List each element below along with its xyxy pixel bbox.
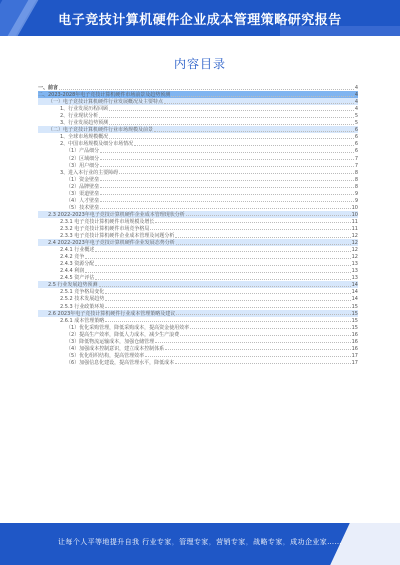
toc-entry-page: 4 xyxy=(354,92,358,99)
toc-leader-dots xyxy=(165,349,350,350)
toc-entry[interactable] xyxy=(38,140,358,147)
toc-entry[interactable] xyxy=(38,126,358,133)
toc-entry[interactable] xyxy=(38,133,358,140)
toc-leader-dots xyxy=(154,131,354,132)
toc-entry-label: （2）提高生产效率，降低人力成本，减少生产浪费 xyxy=(66,331,180,338)
toc-entry-page: 4 xyxy=(354,85,358,92)
toc-heading: 内容目录 xyxy=(173,57,226,71)
toc-entry-page: 8 xyxy=(354,169,358,176)
toc-entry[interactable] xyxy=(38,239,358,246)
toc-entry-page: 15 xyxy=(351,317,358,324)
toc-entry[interactable] xyxy=(38,310,358,317)
toc-entry[interactable] xyxy=(38,119,358,126)
toc-entry-label: （3）降低物流运输成本，加强仓储管理 xyxy=(66,338,155,345)
footer-separator: ， xyxy=(245,538,254,546)
toc-entry[interactable] xyxy=(38,176,358,183)
toc-entry-page: 13 xyxy=(351,261,358,268)
toc-entry-page: 4 xyxy=(354,106,358,113)
toc-entry-page: 14 xyxy=(351,296,358,303)
table-of-contents xyxy=(38,84,358,366)
toc-entry[interactable] xyxy=(38,302,358,309)
toc-entry[interactable] xyxy=(38,84,358,91)
footer-item: 行业专家 xyxy=(142,538,172,546)
toc-entry-page: 7 xyxy=(354,155,358,162)
toc-leader-dots xyxy=(105,321,350,322)
toc-entry-page: 7 xyxy=(354,162,358,169)
toc-entry-page: 13 xyxy=(351,268,358,275)
toc-entry-label: （5）优化组织结构，提高管理效率 xyxy=(66,352,145,359)
toc-leader-dots xyxy=(100,194,354,195)
toc-entry[interactable] xyxy=(38,162,358,169)
toc-entry-label: （3）用户细分 xyxy=(66,162,100,169)
toc-leader-dots xyxy=(176,244,351,245)
toc-entry-page: 16 xyxy=(351,338,358,345)
toc-entry-label: （3）渠道壁垒 xyxy=(66,190,100,197)
toc-entry-page: 8 xyxy=(354,183,358,190)
toc-entry[interactable] xyxy=(38,225,358,232)
toc-entry-page: 15 xyxy=(351,303,358,310)
toc-entry[interactable] xyxy=(38,232,358,239)
toc-entry[interactable] xyxy=(38,359,358,366)
toc-entry-page: 15 xyxy=(351,310,358,317)
toc-entry-label: 一、前言 xyxy=(38,85,59,92)
toc-leader-dots xyxy=(100,159,354,160)
toc-leader-dots xyxy=(95,251,350,252)
toc-entry-label: 2.6 2023年电子竞技计算机硬件行业成本管理策略及建议 xyxy=(48,310,176,317)
footer-item: 管理专家 xyxy=(179,538,209,546)
toc-entry-label: 2.4 2022-2023年电子竞技计算机硬件企业发展态势分析 xyxy=(48,240,175,247)
toc-entry-page: 9 xyxy=(354,197,358,204)
toc-entry-page: 12 xyxy=(351,240,358,247)
toc-entry[interactable] xyxy=(38,246,358,253)
toc-entry-label: 2.5 行业发展趋势预测 xyxy=(48,282,98,289)
toc-entry[interactable] xyxy=(38,112,358,119)
toc-leader-dots xyxy=(105,293,350,294)
toc-leader-dots xyxy=(100,180,354,181)
toc-entry-page: 16 xyxy=(351,345,358,352)
toc-entry-page: 10 xyxy=(351,211,358,218)
toc-entry-page: 12 xyxy=(351,247,358,254)
toc-leader-dots xyxy=(105,300,350,301)
toc-leader-dots xyxy=(100,187,354,188)
toc-entry-label: （4）人才壁垒 xyxy=(66,197,100,204)
toc-entry-label: 2.4.2 竞争 xyxy=(60,254,85,261)
toc-entry-label: 2.3.3 电子竞技计算机硬件企业成本管理及问题分析 xyxy=(60,233,175,240)
toc-entry[interactable] xyxy=(38,295,358,302)
toc-entry-label: （6）加强信息化建设，提高管理水平，降低成本 xyxy=(66,359,175,366)
toc-entry[interactable] xyxy=(38,105,358,112)
toc-entry-page: 8 xyxy=(354,176,358,183)
toc-entry-label: 2、行业现状分析 xyxy=(60,113,99,120)
toc-entry-page: 16 xyxy=(351,331,358,338)
footer-separator: ， xyxy=(171,538,180,546)
toc-entry-page: 5 xyxy=(354,120,358,127)
footer-item: 战略专家 xyxy=(253,538,283,546)
toc-entry-label: 2.4.5 资产评估 xyxy=(60,275,95,282)
toc-entry-page: 17 xyxy=(351,359,358,366)
toc-entry-label: 2.3.1 电子竞技计算机硬件市场规模及增长 xyxy=(60,218,155,225)
toc-entry[interactable] xyxy=(38,345,358,352)
toc-leader-dots xyxy=(145,356,350,357)
toc-entry[interactable] xyxy=(38,190,358,197)
toc-entry-label: （1）优化采购管理，降低采购成本，提高资金使用效率 xyxy=(66,324,190,331)
toc-leader-dots xyxy=(175,237,350,238)
toc-entry-page: 6 xyxy=(354,148,358,155)
toc-entry-page: 6 xyxy=(354,141,358,148)
toc-leader-dots xyxy=(175,363,350,364)
toc-entry-page: 12 xyxy=(351,233,358,240)
toc-entry[interactable] xyxy=(38,352,358,359)
footer-slogan xyxy=(0,537,400,547)
toc-entry[interactable] xyxy=(38,338,358,345)
toc-entry-page: 12 xyxy=(351,254,358,261)
toc-leader-dots xyxy=(105,307,350,308)
toc-entry[interactable] xyxy=(38,211,358,218)
footer-item: 营销专家 xyxy=(216,538,246,546)
toc-entry[interactable] xyxy=(38,147,358,154)
toc-entry-label: 二、2023-2028年电子竞技计算机硬件市场前景及趋势预测 xyxy=(38,92,171,99)
toc-leader-dots xyxy=(164,103,354,104)
toc-leader-dots xyxy=(176,314,350,315)
toc-entry-label: 2.5.3 行业政策环境 xyxy=(60,303,105,310)
toc-entry-label: （2）品牌壁垒 xyxy=(66,183,100,190)
toc-leader-dots xyxy=(190,328,350,329)
footer-separator: ， xyxy=(208,538,217,546)
toc-entry[interactable] xyxy=(38,260,358,267)
toc-leader-dots xyxy=(100,152,354,153)
toc-entry-label: 1、行业发展历程回顾 xyxy=(60,106,109,113)
toc-leader-dots xyxy=(180,335,350,336)
toc-entry[interactable] xyxy=(38,183,358,190)
toc-entry-label: 2.4.4 利润 xyxy=(60,268,85,275)
toc-entry-page: 17 xyxy=(351,352,358,359)
toc-entry-page: 10 xyxy=(351,204,358,211)
toc-leader-dots xyxy=(85,272,350,273)
toc-leader-dots xyxy=(109,110,354,111)
toc-leader-dots xyxy=(155,222,350,223)
toc-entry-label: 2.3 2022-2023年电子竞技计算机硬件企业成本管理现状分析 xyxy=(48,211,185,218)
toc-leader-dots xyxy=(119,173,354,174)
toc-entry-label: （1）资金壁垒 xyxy=(66,176,100,183)
toc-leader-dots xyxy=(95,279,350,280)
toc-leader-dots xyxy=(109,124,354,125)
toc-leader-dots xyxy=(100,201,354,202)
toc-entry-page: 15 xyxy=(351,324,358,331)
toc-entry-page: 4 xyxy=(354,99,358,106)
toc-entry-label: 3、行业发展趋势预测 xyxy=(60,120,109,127)
toc-entry[interactable] xyxy=(38,274,358,281)
footer-separator: ， xyxy=(282,538,291,546)
toc-entry-label: 2.4.1 行业概述 xyxy=(60,247,95,254)
toc-entry-page: 9 xyxy=(354,190,358,197)
toc-leader-dots xyxy=(134,145,354,146)
toc-entry-label: 2.3.2 电子竞技计算机硬件市场竞争格局 xyxy=(60,225,150,232)
toc-entry-label: （4）加强成本控制意识，建立成本控制体系 xyxy=(66,345,165,352)
toc-entry[interactable] xyxy=(38,281,358,288)
toc-leader-dots xyxy=(100,208,350,209)
toc-entry-label: （5）技术壁垒 xyxy=(66,204,100,211)
toc-leader-dots xyxy=(171,96,354,97)
toc-entry-page: 5 xyxy=(354,113,358,120)
toc-entry[interactable] xyxy=(38,197,358,204)
toc-entry[interactable] xyxy=(38,253,358,260)
toc-entry-page: 14 xyxy=(351,282,358,289)
toc-leader-dots xyxy=(59,89,354,90)
toc-entry-label: （2）区域细分 xyxy=(66,155,100,162)
toc-entry-label: 2.5.1 竞争格局变化 xyxy=(60,289,105,296)
report-title: 电子竞技计算机硬件企业成本管理策略研究报告 xyxy=(58,13,342,28)
toc-entry[interactable] xyxy=(38,218,358,225)
report-header xyxy=(0,0,400,36)
toc-leader-dots xyxy=(99,286,351,287)
toc-entry-label: （二）电子竞技计算机硬件行业市场规模及前景 xyxy=(48,127,154,134)
toc-entry-label: 2.5.2 技术发展趋势 xyxy=(60,296,105,303)
toc-entry[interactable] xyxy=(38,98,358,105)
toc-entry-page: 11 xyxy=(351,225,358,232)
toc-entry-page: 13 xyxy=(351,275,358,282)
toc-leader-dots xyxy=(150,229,350,230)
toc-leader-dots xyxy=(109,138,354,139)
toc-entry-label: 2、中国市场规模及细分市场情况 xyxy=(60,141,134,148)
toc-leader-dots xyxy=(85,258,350,259)
toc-entry[interactable] xyxy=(38,154,358,161)
footer-item: 成功企业家…… xyxy=(290,538,342,546)
toc-entry-page: 14 xyxy=(351,289,358,296)
toc-entry-label: （一）电子竞技计算机硬件行业发展概况及主要特点 xyxy=(48,99,164,106)
toc-leader-dots xyxy=(99,117,354,118)
toc-entry[interactable] xyxy=(38,324,358,331)
footer-item: 让每个人平等地提升自我 xyxy=(58,538,140,546)
toc-entry-label: 2.4.3 资源分配 xyxy=(60,261,95,268)
toc-leader-dots xyxy=(95,265,350,266)
toc-entry[interactable] xyxy=(38,331,358,338)
toc-entry-label: （1）产品细分 xyxy=(66,148,100,155)
toc-entry-label: 2.6.1 成本管理策略 xyxy=(60,317,105,324)
toc-entry[interactable] xyxy=(38,204,358,211)
toc-entry-label: 3、进入本行业的主要障碍 xyxy=(60,169,119,176)
toc-entry[interactable] xyxy=(38,317,358,324)
toc-entry[interactable] xyxy=(38,267,358,274)
footer-banner xyxy=(0,523,400,565)
toc-entry[interactable] xyxy=(38,169,358,176)
toc-entry-page: 6 xyxy=(354,134,358,141)
toc-entry[interactable] xyxy=(38,288,358,295)
toc-leader-dots xyxy=(155,342,350,343)
toc-entry-page: 6 xyxy=(354,127,358,134)
toc-leader-dots xyxy=(186,215,351,216)
toc-leader-dots xyxy=(100,166,354,167)
toc-entry-label: 1、全球市场规模概况 xyxy=(60,134,109,141)
toc-entry-page: 11 xyxy=(351,218,358,225)
toc-entry[interactable] xyxy=(38,91,358,98)
